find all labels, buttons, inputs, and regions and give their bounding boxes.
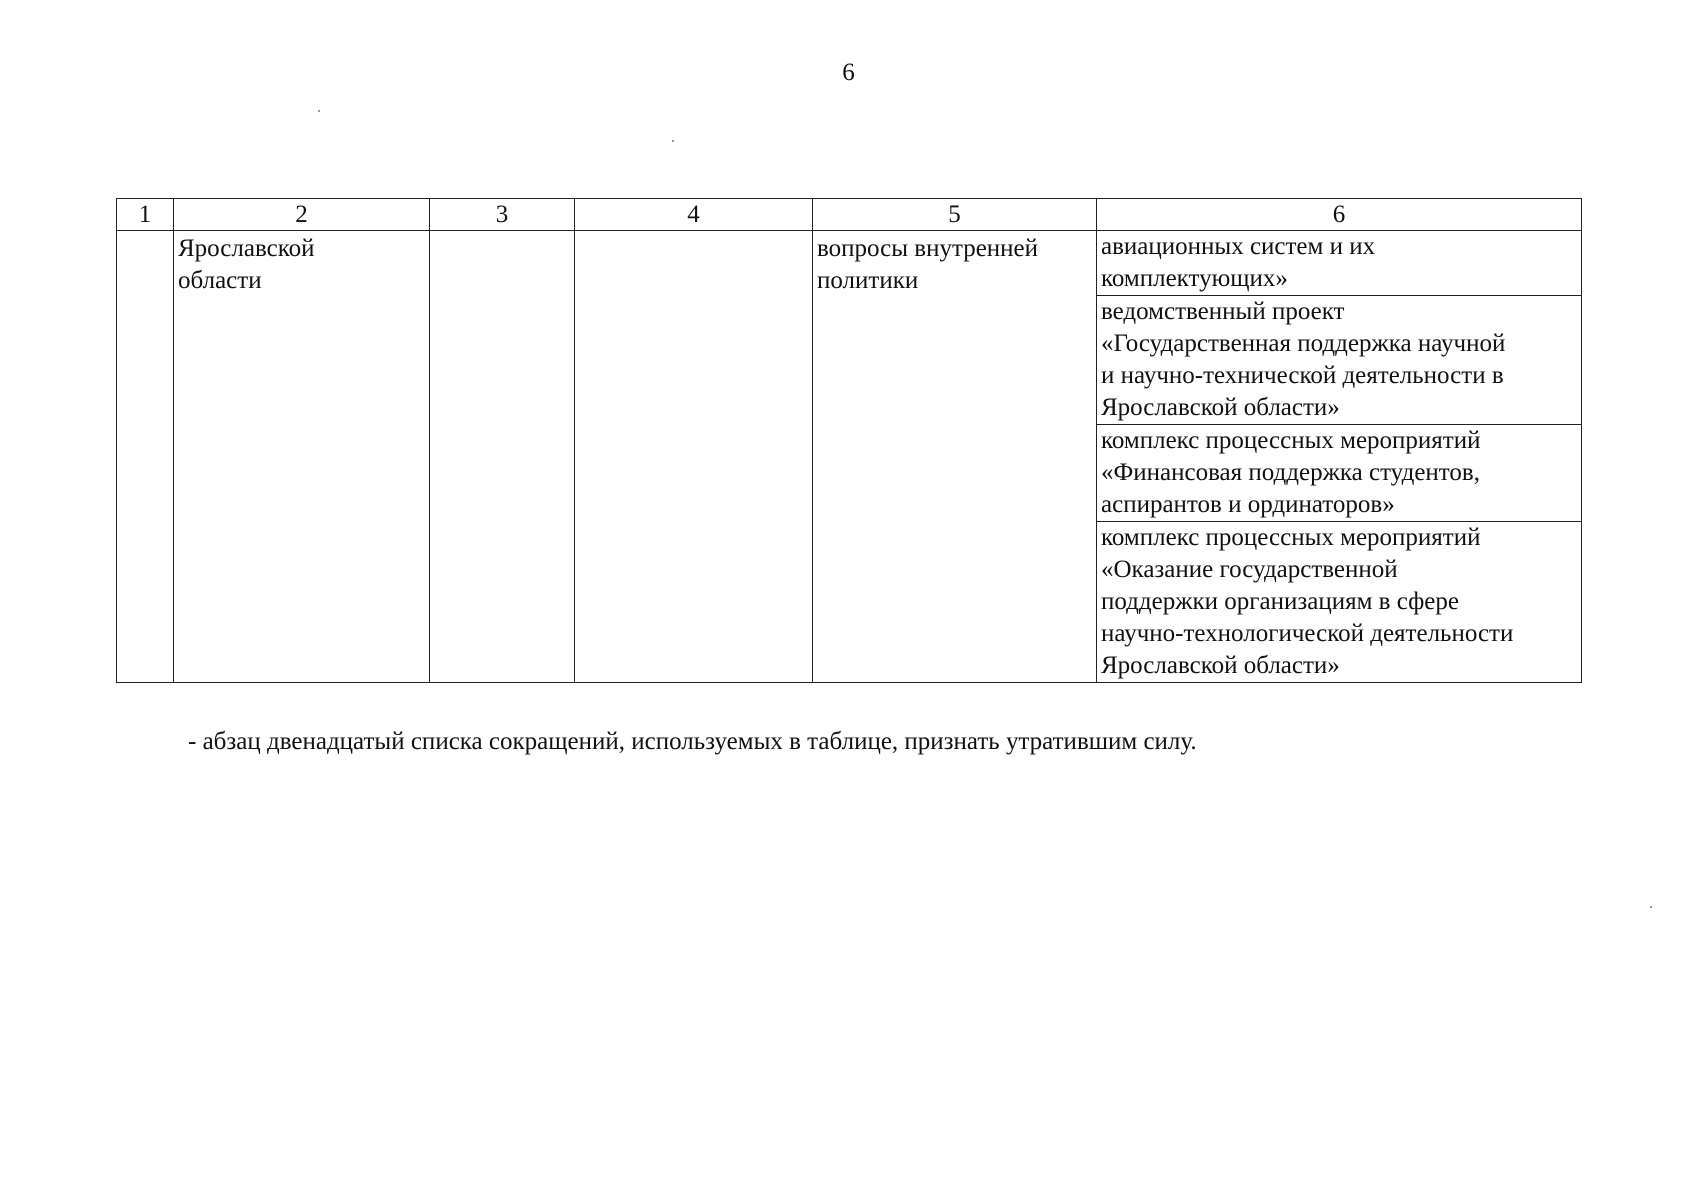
table-header-row [117, 199, 1582, 231]
cell-col6-line: авиационных систем и их [1101, 233, 1376, 260]
table-header-cell-3: 3 [430, 199, 575, 231]
cell-col2 [174, 231, 430, 683]
cell-col6-line: Ярославской области» [1101, 394, 1340, 421]
amendment-note: - абзац двенадцатый списка сокращений, используемых в таблице, признать утратившим силу. [188, 728, 1197, 755]
cell-col6-line: поддержки организациям в сфере [1101, 588, 1459, 615]
cell-col6-line: Ярославской области» [1101, 652, 1340, 679]
table-header-cell-4: 4 [575, 199, 813, 231]
cell-col6-line: комплекс процессных мероприятий [1101, 427, 1481, 454]
document-table [116, 198, 1582, 683]
cell-col6-line: «Оказание государственной [1101, 556, 1398, 583]
scan-speck [672, 140, 674, 142]
cell-col6-item-3 [1097, 425, 1582, 522]
cell-col1 [117, 231, 174, 683]
cell-col3 [430, 231, 575, 683]
cell-col5 [813, 231, 1097, 683]
cell-col6-item-4 [1097, 522, 1582, 683]
table-header-cell-2: 2 [174, 199, 430, 231]
scan-speck [318, 110, 320, 112]
cell-col6-line: ведомственный проект [1101, 298, 1345, 325]
cell-col6-item-1 [1097, 231, 1582, 296]
table-header-cell-5: 5 [813, 199, 1097, 231]
cell-col6-line: и научно-технической деятельности в [1101, 362, 1504, 389]
cell-col2-line: области [178, 267, 262, 294]
table-header-cell-6: 6 [1097, 199, 1582, 231]
cell-col6-line: «Финансовая поддержка студентов, [1101, 459, 1480, 486]
page-number: 6 [842, 59, 855, 86]
cell-col6-line: «Государственная поддержка научной [1101, 330, 1506, 357]
cell-col5-line: вопросы внутренней [817, 235, 1039, 262]
cell-col6-line: аспирантов и ординаторов» [1101, 491, 1395, 518]
cell-col4 [575, 231, 813, 683]
table-header-cell-1: 1 [117, 199, 174, 231]
cell-col6-line: научно-технологической деятельности [1101, 620, 1514, 647]
scan-speck [1650, 906, 1652, 908]
cell-col6-line: комплектующих» [1101, 265, 1288, 292]
table-row [117, 231, 1582, 296]
cell-col6-item-2 [1097, 296, 1582, 425]
cell-col5-line: политики [817, 267, 919, 294]
cell-col2-line: Ярославской [178, 235, 315, 262]
cell-col6-line: комплекс процессных мероприятий [1101, 524, 1481, 551]
